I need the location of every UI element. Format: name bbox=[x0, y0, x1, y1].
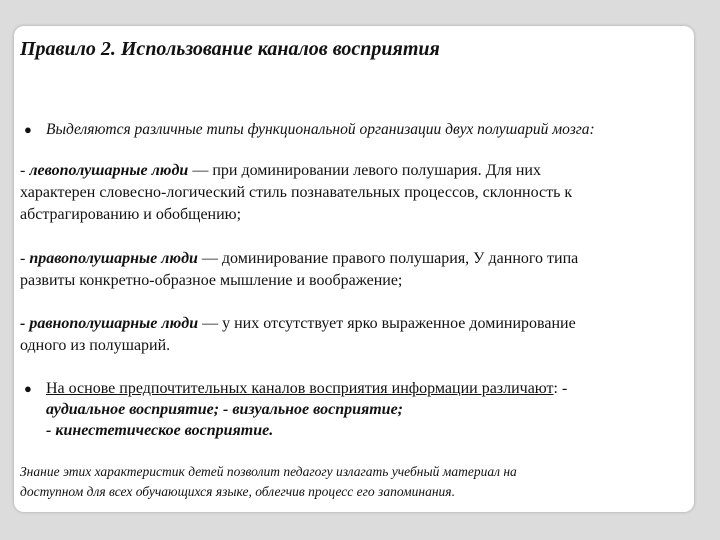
bullet-item-2: ● На основе предпочтительных каналов восприятия информации различают: - аудиальное восприятие; - визуальное восприятие; - кинестетическое восприятие. bbox=[24, 380, 568, 439]
slide-title: Правило 2. Использование каналов восприятия bbox=[20, 38, 440, 60]
paragraph-left-hemisphere: - левополушарные люди — при доминировании левого полушария. Для них характерен словесно-логический стиль познавательных процессов, склонность к абстрагированию и обобщению; bbox=[20, 162, 573, 223]
paragraph-right-hemisphere: - правополушарные люди — доминирование правого полушария, У данного типа развиты конкретно-образное мышление и воображение; bbox=[20, 250, 579, 289]
bullet-dot-icon: ● bbox=[24, 381, 32, 396]
footnote: Знание этих характеристик детей позволит педагогу излагать учебный материал на доступном для всех обучающихся языке, облегчив процесс его запоминания. bbox=[20, 464, 517, 499]
term-left: левополушарные люди bbox=[29, 162, 189, 179]
paragraph-equal-hemisphere: - равнополушарные люди — у них отсутствует ярко выраженное доминирование одного из полушарий. bbox=[20, 315, 576, 354]
term-equal: равнополушарные люди bbox=[29, 315, 199, 332]
bullet-dot-icon: ● bbox=[24, 122, 32, 137]
channels-underlined: На основе предпочтительных каналов восприятия информации различают bbox=[46, 380, 554, 397]
bullet-1-text: Выделяются различные типы функциональной организации двух полушарий мозга: bbox=[46, 121, 595, 138]
term-right: правополушарные люди bbox=[29, 250, 198, 267]
